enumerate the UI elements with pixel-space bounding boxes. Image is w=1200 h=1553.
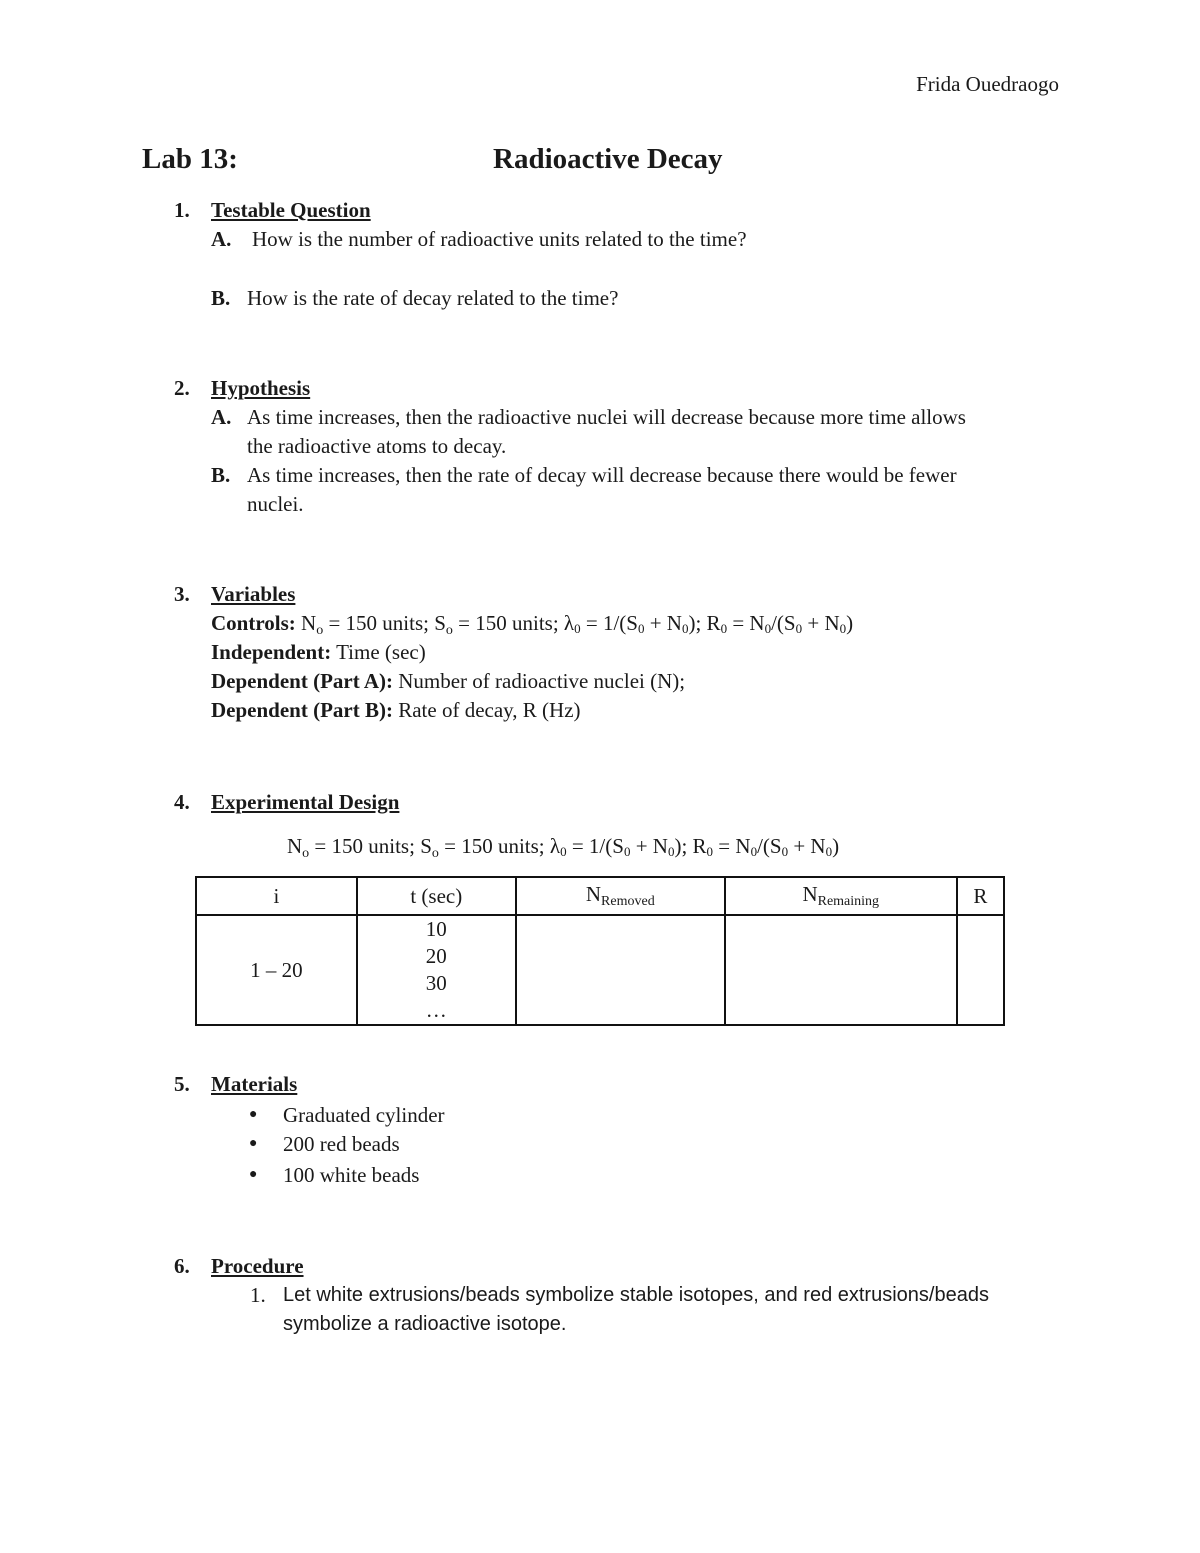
section-2-number: 2. — [174, 376, 190, 400]
header-t: t (sec) — [357, 877, 516, 915]
cell-t — [357, 915, 516, 1025]
section-5-number: 5. — [174, 1072, 190, 1096]
controls-formula: $N_o = 150$ units; $S_o = 150$ units; $\lambda_0 = 1/(S_0 + N_0)$; $R_0 = N_0/(S_0 + N_0)$ — [301, 611, 854, 638]
independent-line: Independent: Time (sec) — [211, 640, 426, 664]
t-value: 30 — [425, 971, 447, 995]
controls-label: Controls: — [211, 611, 296, 635]
lab-number: Lab 13: — [142, 143, 238, 175]
hypothesis-a-label: A. — [211, 405, 232, 429]
hypothesis-a-line2: the radioactive atoms to decay. — [247, 434, 507, 458]
t-value: 10 — [425, 917, 447, 941]
section-1-number: 1. — [174, 198, 190, 222]
data-table — [195, 876, 1005, 1026]
cell-r — [957, 915, 1004, 1025]
procedure-step-line2: symbolize a radioactive isotope. — [283, 1313, 567, 1335]
header-n-remaining: $N_{Remaining}$ — [725, 877, 957, 915]
procedure-step-line1: Let white extrusions/beads symbolize stable isotopes, and red extrusions/beads — [283, 1284, 989, 1306]
page-title: Radioactive Decay — [493, 143, 723, 175]
header-n-removed: $N_{Removed}$ — [516, 877, 725, 915]
question-b-label: B. — [211, 286, 231, 310]
hypothesis-b-line2: nuclei. — [247, 492, 304, 516]
hypothesis-b-label: B. — [211, 463, 231, 487]
dependent-b-line: Dependent (Part B): Rate of decay, R (Hz) — [211, 698, 581, 722]
question-a-text: How is the number of radioactive units related to the time? — [252, 227, 747, 251]
material-item: 100 white beads — [283, 1163, 420, 1187]
hypothesis-b-line1: As time increases, then the rate of decay will decrease because there would be fewer — [247, 463, 957, 487]
material-item: 200 red beads — [283, 1132, 400, 1156]
author-name: Frida Ouedraogo — [916, 72, 1059, 96]
section-6-number: 6. — [174, 1254, 190, 1278]
header-i: i — [196, 877, 357, 915]
t-value: 20 — [425, 944, 447, 968]
controls-line — [211, 611, 853, 639]
hypothesis-a-line1: As time increases, then the radioactive nuclei will decrease because more time allows — [247, 405, 966, 429]
bullet-icon: ● — [249, 1167, 258, 1182]
section-5-heading: Materials — [211, 1072, 298, 1096]
bullet-icon: ● — [249, 1136, 258, 1151]
header-r: R — [957, 877, 1004, 915]
cell-n-removed — [516, 915, 725, 1025]
bullet-icon: ● — [249, 1107, 258, 1122]
section-6-heading: Procedure — [211, 1254, 304, 1278]
section-2-heading: Hypothesis — [211, 376, 311, 400]
section-4-heading: Experimental Design — [211, 790, 400, 814]
cell-i: 1 – 20 — [196, 915, 357, 1025]
procedure-step-number: 1. — [250, 1283, 266, 1307]
section-3-heading: Variables — [211, 582, 296, 606]
t-value: … — [425, 998, 447, 1022]
section-3-number: 3. — [174, 582, 190, 606]
cell-n-remaining — [725, 915, 957, 1025]
question-b-text: How is the rate of decay related to the time? — [247, 286, 619, 310]
material-item: Graduated cylinder — [283, 1103, 445, 1127]
table-header-row — [196, 877, 1004, 915]
section-1-heading: Testable Question — [211, 198, 371, 222]
question-a-label: A. — [211, 227, 232, 251]
dependent-a-line: Dependent (Part A): Number of radioactive nuclei (N); — [211, 669, 686, 693]
design-formula: $N_o = 150$ units; $S_o = 150$ units; $\lambda_0 = 1/(S_0 + N_0)$; $R_0 = N_0/(S_0 + N_0)$ — [287, 834, 840, 861]
table-row — [196, 915, 1004, 1025]
section-4-number: 4. — [174, 790, 190, 814]
